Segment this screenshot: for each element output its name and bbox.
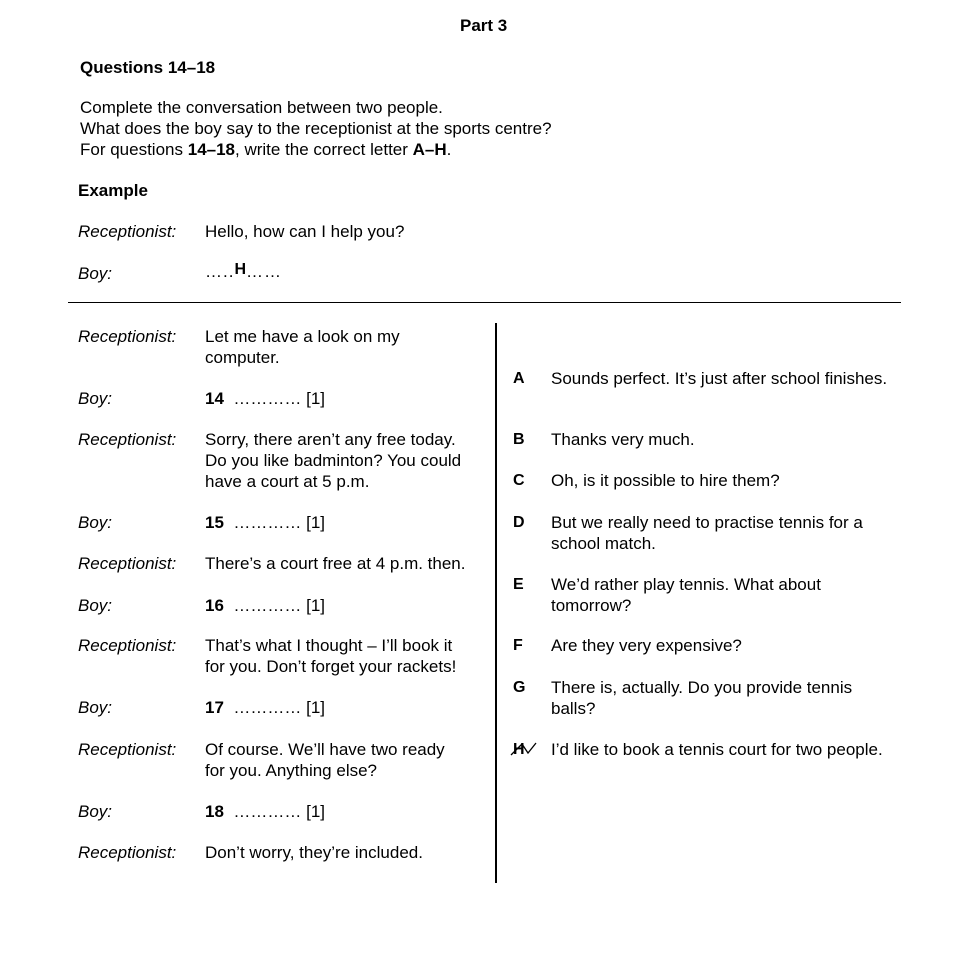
mark-value: [1] <box>306 389 326 408</box>
option-letter-e: E <box>513 576 524 593</box>
answer-slot-16[interactable] <box>205 595 325 616</box>
answer-blank[interactable]: ………… <box>233 802 302 821</box>
instruction-line-2: What does the boy say to the receptionist at the sports centre? <box>80 119 552 138</box>
dialogue-line: That’s what I thought – I’ll book it <box>205 636 453 655</box>
example-answer <box>205 261 282 283</box>
option-letter-d: D <box>513 514 525 531</box>
dialogue-line: for you. Don’t forget your rackets! <box>205 657 457 676</box>
option-letter-g: G <box>513 679 526 696</box>
example-answer-letter: H <box>234 261 247 278</box>
option-letter-c: C <box>513 472 525 489</box>
mark-value: [1] <box>306 596 326 615</box>
answer-dots: ….. <box>205 262 235 281</box>
option-a-text: Sounds perfect. It’s just after school finishes. <box>551 369 888 388</box>
questions-range: Questions 14–18 <box>80 58 216 77</box>
answer-blank[interactable]: ………… <box>233 596 302 615</box>
speaker-label: Receptionist: <box>78 327 177 346</box>
part-title: Part 3 <box>460 16 508 35</box>
speaker-label: Receptionist: <box>78 636 177 655</box>
speaker-label: Boy: <box>78 513 113 532</box>
dialogue-line: computer. <box>205 348 280 367</box>
column-divider <box>495 323 497 883</box>
speaker-label: Receptionist: <box>78 430 177 449</box>
answer-blank[interactable]: ………… <box>233 389 302 408</box>
answer-slot-17[interactable] <box>205 697 325 718</box>
instruction-line-3 <box>80 139 451 160</box>
question-number: 15 <box>205 513 224 532</box>
divider <box>68 302 901 303</box>
strikethrough-icon <box>509 739 539 761</box>
option-letter-f: F <box>513 637 523 654</box>
option-c-text: Oh, is it possible to hire them? <box>551 471 780 490</box>
example-speaker-boy: Boy: <box>78 264 113 283</box>
dialogue-line: Don’t worry, they’re included. <box>205 843 423 862</box>
speaker-label: Receptionist: <box>78 554 177 573</box>
example-heading: Example <box>78 181 148 200</box>
speaker-label: Boy: <box>78 389 113 408</box>
answer-slot-18[interactable] <box>205 801 325 822</box>
option-g-text: There is, actually. Do you provide tennis balls? <box>551 678 853 718</box>
speaker-label: Receptionist: <box>78 843 177 862</box>
speaker-label: Boy: <box>78 698 113 717</box>
option-f-text: Are they very expensive? <box>551 636 742 655</box>
question-number: 14 <box>205 389 224 408</box>
instruction-text: , write the correct letter <box>235 140 413 159</box>
instruction-text: . <box>446 140 452 159</box>
dialogue-line: Of course. We’ll have two ready <box>205 740 445 759</box>
option-h-text: I’d like to book a tennis court for two people. <box>551 740 883 759</box>
answer-slot-14[interactable] <box>205 388 325 409</box>
instruction-text: For questions <box>80 140 188 159</box>
instruction-letters: A–H <box>412 140 447 159</box>
example-line: Hello, how can I help you? <box>205 222 405 241</box>
option-letter-b: B <box>513 431 525 448</box>
instruction-range: 14–18 <box>187 140 236 159</box>
question-number: 17 <box>205 698 224 717</box>
dialogue-line: There’s a court free at 4 p.m. then. <box>205 554 466 573</box>
dialogue-line: have a court at 5 p.m. <box>205 472 370 491</box>
dialogue-line: Do you like badminton? You could <box>205 451 462 470</box>
mark-value: [1] <box>306 513 326 532</box>
option-letter-h-text: H <box>513 741 525 758</box>
example-speaker-receptionist: Receptionist: <box>78 222 177 241</box>
answer-blank[interactable]: ………… <box>233 698 302 717</box>
answer-dots: …… <box>246 262 283 281</box>
question-number: 16 <box>205 596 224 615</box>
answer-slot-15[interactable] <box>205 512 325 533</box>
speaker-label: Boy: <box>78 802 113 821</box>
dialogue-line: for you. Anything else? <box>205 761 378 780</box>
dialogue-line: Sorry, there aren’t any free today. <box>205 430 456 449</box>
option-b-text: Thanks very much. <box>551 430 695 449</box>
option-d-text: But we really need to practise tennis for a school match. <box>551 513 863 553</box>
mark-value: [1] <box>306 698 326 717</box>
answer-blank[interactable]: ………… <box>233 513 302 532</box>
option-e-text: We’d rather play tennis. What about tomorrow? <box>551 575 821 615</box>
instruction-line-1: Complete the conversation between two people. <box>80 98 443 117</box>
option-letter-h <box>513 739 525 760</box>
dialogue-line: Let me have a look on my <box>205 327 400 346</box>
speaker-label: Receptionist: <box>78 740 177 759</box>
mark-value: [1] <box>306 802 326 821</box>
speaker-label: Boy: <box>78 596 113 615</box>
option-letter-a: A <box>513 370 525 387</box>
question-number: 18 <box>205 802 224 821</box>
